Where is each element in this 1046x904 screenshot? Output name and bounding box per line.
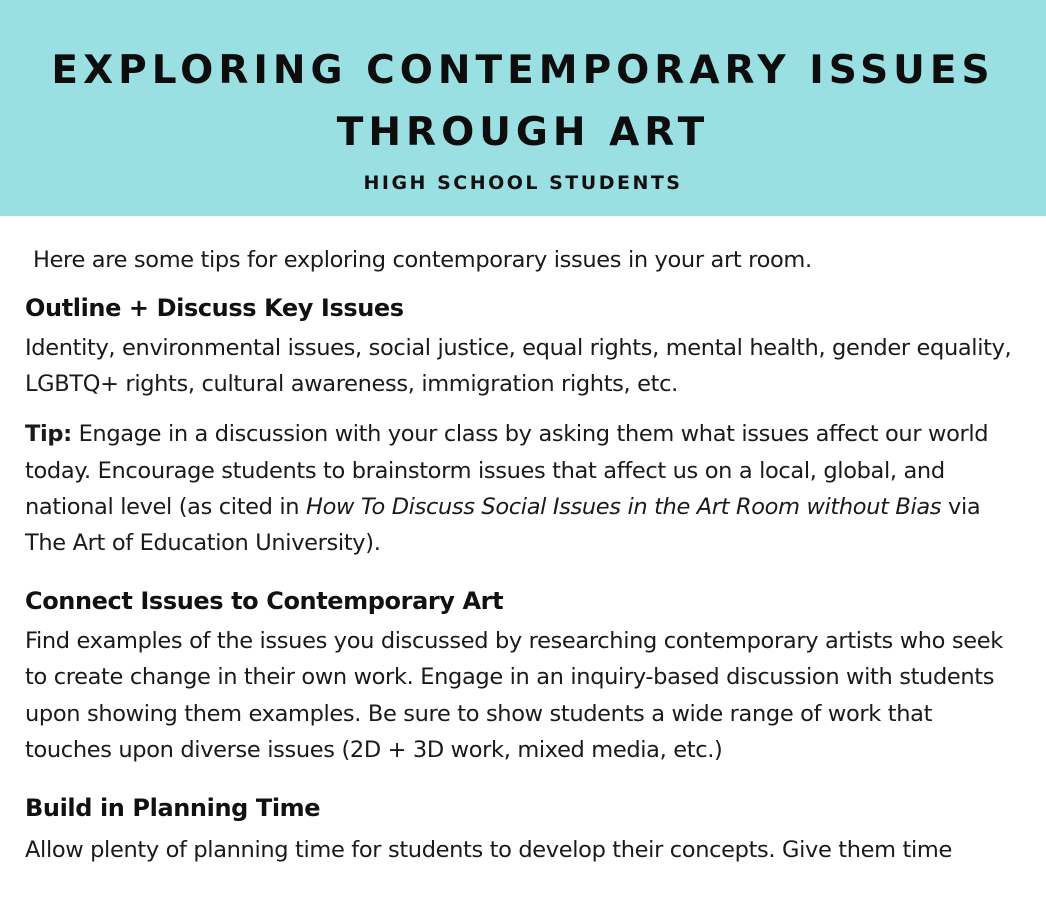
document-body xyxy=(25,242,1025,868)
section-connect-contemporary-art xyxy=(25,583,1025,768)
page-subtitle: HIGH SCHOOL STUDENTS xyxy=(363,172,683,194)
citation-title: How To Discuss Social Issues in the Art Room without Bias xyxy=(306,493,942,520)
section-paragraph-cut-off: Allow plenty of planning time for students to develop their concepts. Give them time xyxy=(25,837,952,864)
page-title xyxy=(0,40,1046,164)
section-paragraph: Find examples of the issues you discussed by researching contemporary artists who seek to create change in their own work. Engage in an inquiry-based discussion with students upon showing them examples. Be sure to show students a wide range of work that touches upon diverse issues (2D + 3D work, mixed media, etc.) xyxy=(25,628,1003,763)
tip-label: Tip: xyxy=(25,421,72,448)
tip-paragraph xyxy=(25,416,1025,561)
page-title-line-2: THROUGH ART xyxy=(336,110,710,155)
intro-text: Here are some tips for exploring contemporary issues in your art room. xyxy=(33,247,812,273)
title-banner xyxy=(0,0,1046,216)
section-heading: Connect Issues to Contemporary Art xyxy=(25,587,504,616)
key-issues-list: Identity, environmental issues, social justice, equal rights, mental health, gender equality, LGBTQ+ rights, cultural awareness, immigration rights, etc. xyxy=(25,335,1012,398)
section-outline-key-issues xyxy=(25,290,1025,561)
section-heading: Build in Planning Time xyxy=(25,794,321,823)
tip-source: via The Art of Education University). xyxy=(25,493,981,557)
section-heading: Outline + Discuss Key Issues xyxy=(25,294,404,322)
page-title-line-1: EXPLORING CONTEMPORARY ISSUES xyxy=(51,48,995,93)
section-planning-time xyxy=(25,790,1025,868)
tip-text: Engage in a discussion with your class by asking them what issues affect our world today. Encourage students to brainstorm issues that affect us on a local, global, and national level (as cited in xyxy=(25,421,989,520)
